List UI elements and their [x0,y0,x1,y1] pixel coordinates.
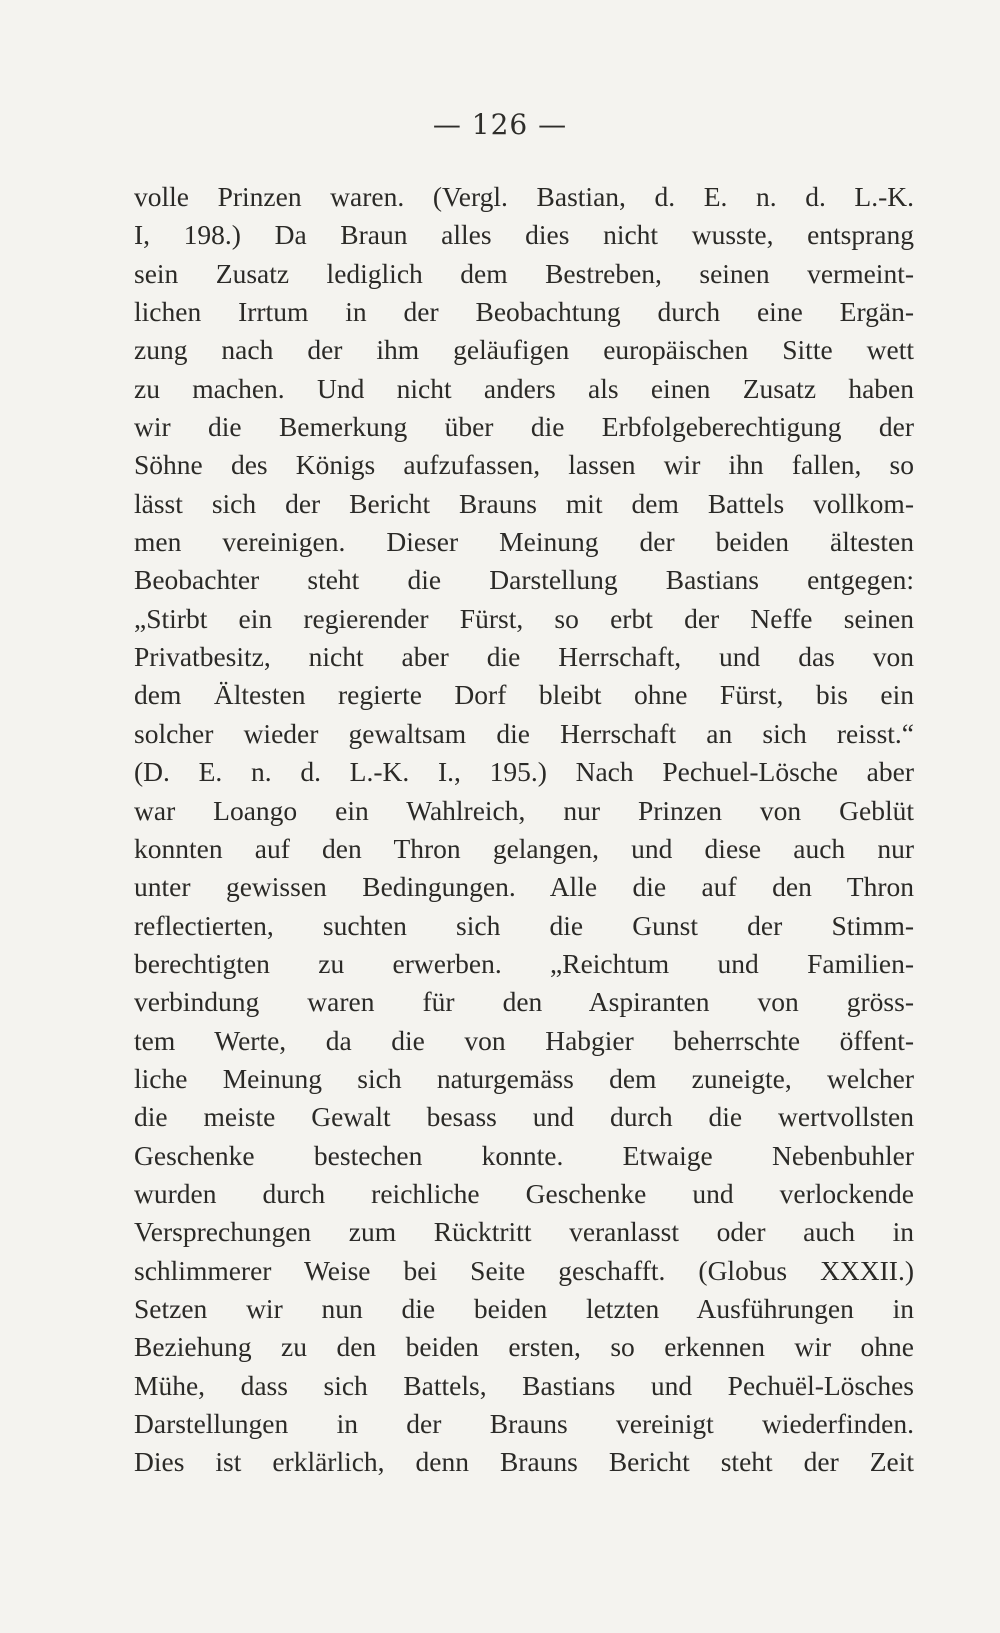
text-line: reflectierten, suchten sich die Gunst der Stimm- [134,909,914,941]
page-number: — 126 — [432,108,568,141]
text-line: Geschenke bestechen konnte. Etwaige Nebenbuhler [134,1139,914,1171]
text-line: (D. E. n. d. L.-K. I., 195.) Nach Pechuel-Lösche aber [134,756,914,788]
text-line: solcher wieder gewaltsam die Herrschaft an sich reisst.“ [134,717,914,749]
text-line: Beobachter steht die Darstellung Bastians entgegen: [134,564,914,596]
text-line: unter gewissen Bedingungen. Alle die auf den Thron [134,871,914,903]
text-line: liche Meinung sich naturgemäss dem zuneigte, welcher [134,1062,914,1094]
text-line: wurden durch reichliche Geschenke und verlockende [134,1177,914,1209]
text-line: die meiste Gewalt besass und durch die wertvollsten [134,1101,914,1133]
text-line: zu machen. Und nicht anders als einen Zusatz haben [134,372,914,404]
text-line: Mühe, dass sich Battels, Bastians und Pechuël-Lösches [134,1369,914,1401]
text-line: sein Zusatz lediglich dem Bestreben, seinen vermeint- [134,257,914,289]
text-line: berechtigten zu erwerben. „Reichtum und Familien- [134,947,914,979]
text-line: Versprechungen zum Rücktritt veranlasst oder auch in [134,1216,914,1248]
text-line: dem Ältesten regierte Dorf bleibt ohne Fürst, bis ein [134,679,914,711]
text-line: Darstellungen in der Brauns vereinigt wiederfinden. [134,1408,914,1439]
text-line: I, 198.) Da Braun alles dies nicht wusste, entsprang [134,219,914,251]
text-line: Dies ist erklärlich, denn Brauns Bericht steht der Zeit [134,1446,914,1478]
text-line: tem Werte, da die von Habgier beherrschte öffent- [134,1024,914,1056]
text-line: Söhne des Königs aufzufassen, lassen wir ihn fallen, so [134,449,914,481]
text-line: schlimmerer Weise bei Seite geschafft. (Globus XXXII.) [134,1254,914,1286]
text-line: „Stirbt ein regierender Fürst, so erbt der Neffe seinen [134,602,914,634]
text-line: lichen Irrtum in der Beobachtung durch eine Ergän- [134,296,914,328]
text-line: Privatbesitz, nicht aber die Herrschaft, und das von [134,641,914,673]
text-line: lässt sich der Bericht Brauns mit dem Battels vollkom- [134,487,914,519]
text-line: verbindung waren für den Aspiranten von gröss- [134,986,914,1018]
text-line: Setzen wir nun die beiden letzten Ausführungen in [134,1292,914,1324]
text-line: war Loango ein Wahlreich, nur Prinzen von Geblüt [134,794,914,826]
text-line: men vereinigen. Dieser Meinung der beiden ältesten [134,526,914,558]
text-line: konnten auf den Thron gelangen, und diese auch nur [134,832,914,864]
body-text [134,178,914,1482]
text-line: Beziehung zu den beiden ersten, so erkennen wir ohne [134,1331,914,1363]
text-line: zung nach der ihm geläufigen europäischen Sitte wett [134,334,914,366]
text-line: wir die Bemerkung über die Erbfolgeberechtigung der [134,411,914,443]
text-line: volle Prinzen waren. (Vergl. Bastian, d. E. n. d. L.-K. [134,181,914,212]
